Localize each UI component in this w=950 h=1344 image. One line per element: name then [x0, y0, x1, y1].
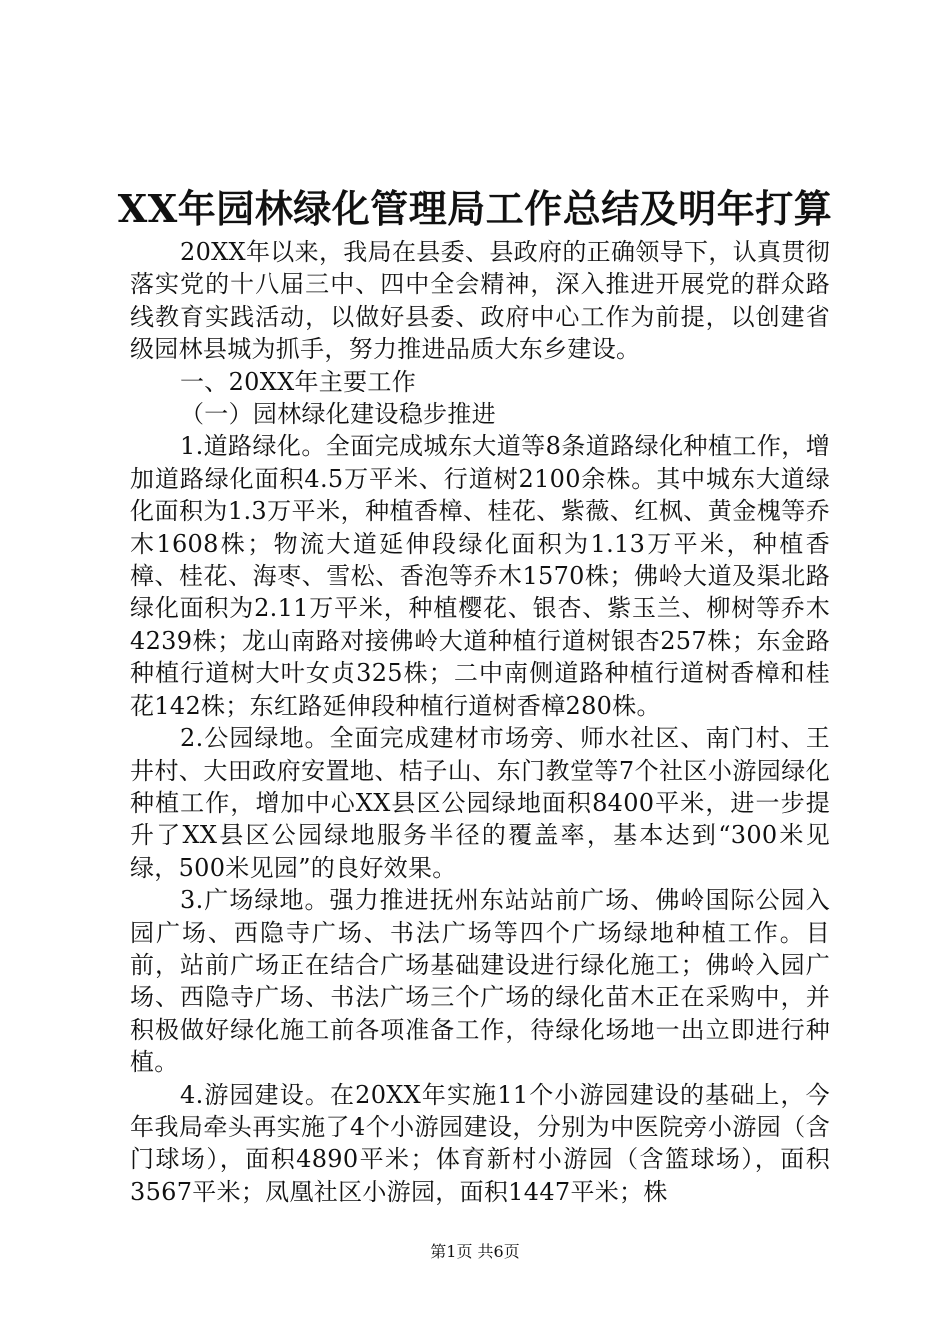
page-footer: 第1页 共6页: [430, 1242, 520, 1261]
paragraph-park-greenland: 2.公园绿地。全面完成建材市场旁、师水社区、南门村、王井村、大田政府安置地、桔子山、东门教堂等7个社区小游园绿化种植工作，增加中心XX县区公园绿地面积8400平米，进一步提升了XX县区公园绿地服务半径的覆盖率，基本达到“300米见绿，500米见园”的良好效果。: [130, 724, 830, 882]
paragraph-intro: 20XX年以来，我局在县委、县政府的正确领导下，认真贯彻落实党的十八届三中、四中全会精神，深入推进开展党的群众路线教育实践活动，以做好县委、政府中心工作为前提，以创建省级园林县城为抓手，努力推进品质大东乡建设。: [130, 238, 830, 364]
section-heading: 一、20XX年主要工作: [180, 367, 417, 396]
paragraph-road-greening: 1.道路绿化。全面完成城东大道等8条道路绿化种植工作，增加道路绿化面积4.5万平米、行道树2100余株。其中城东大道绿化面积为1.3万平米，种植香樟、桂花、紫薇、红枫、黄金槐等乔木1608株；物流大道延伸段绿化面积为1.13万平米，种植香樟、桂花、海枣、雪松、香泡等乔木1570株；佛岭大道及渠北路绿化面积为2.11万平米，种植樱花、银杏、紫玉兰、柳树等乔木4239株；龙山南路对接佛岭大道种植行道树银杏257株；东金路种植行道树大叶女贞325株；二中南侧道路种植行道树香樟和桂花142株；东红路延伸段种植行道树香樟280株。: [130, 432, 830, 720]
document-title: XX年园林绿化管理局工作总结及明年打算: [117, 186, 833, 231]
subsection-heading: （一）园林绿化建设稳步推进: [180, 400, 496, 429]
document-body: [130, 236, 830, 1208]
paragraph-garden-construction: 4.游园建设。在20XX年实施11个小游园建设的基础上，今年我局牵头再实施了4个小游园建设，分别为中医院旁小游园（含门球场），面积4890平米；体育新村小游园（含篮球场），面积3567平米；凤凰社区小游园，面积1447平米；株: [130, 1080, 830, 1206]
paragraph-square-greenland: 3.广场绿地。强力推进抚州东站站前广场、佛岭国际公园入园广场、西隐寺广场、书法广场等四个广场绿地种植工作。目前，站前广场正在结合广场基础建设进行绿化施工；佛岭入园广场、西隐寺广场、书法广场三个广场的绿化苗木正在采购中，并积极做好绿化施工前各项准备工作，待绿化场地一出立即进行种植。: [130, 886, 830, 1077]
